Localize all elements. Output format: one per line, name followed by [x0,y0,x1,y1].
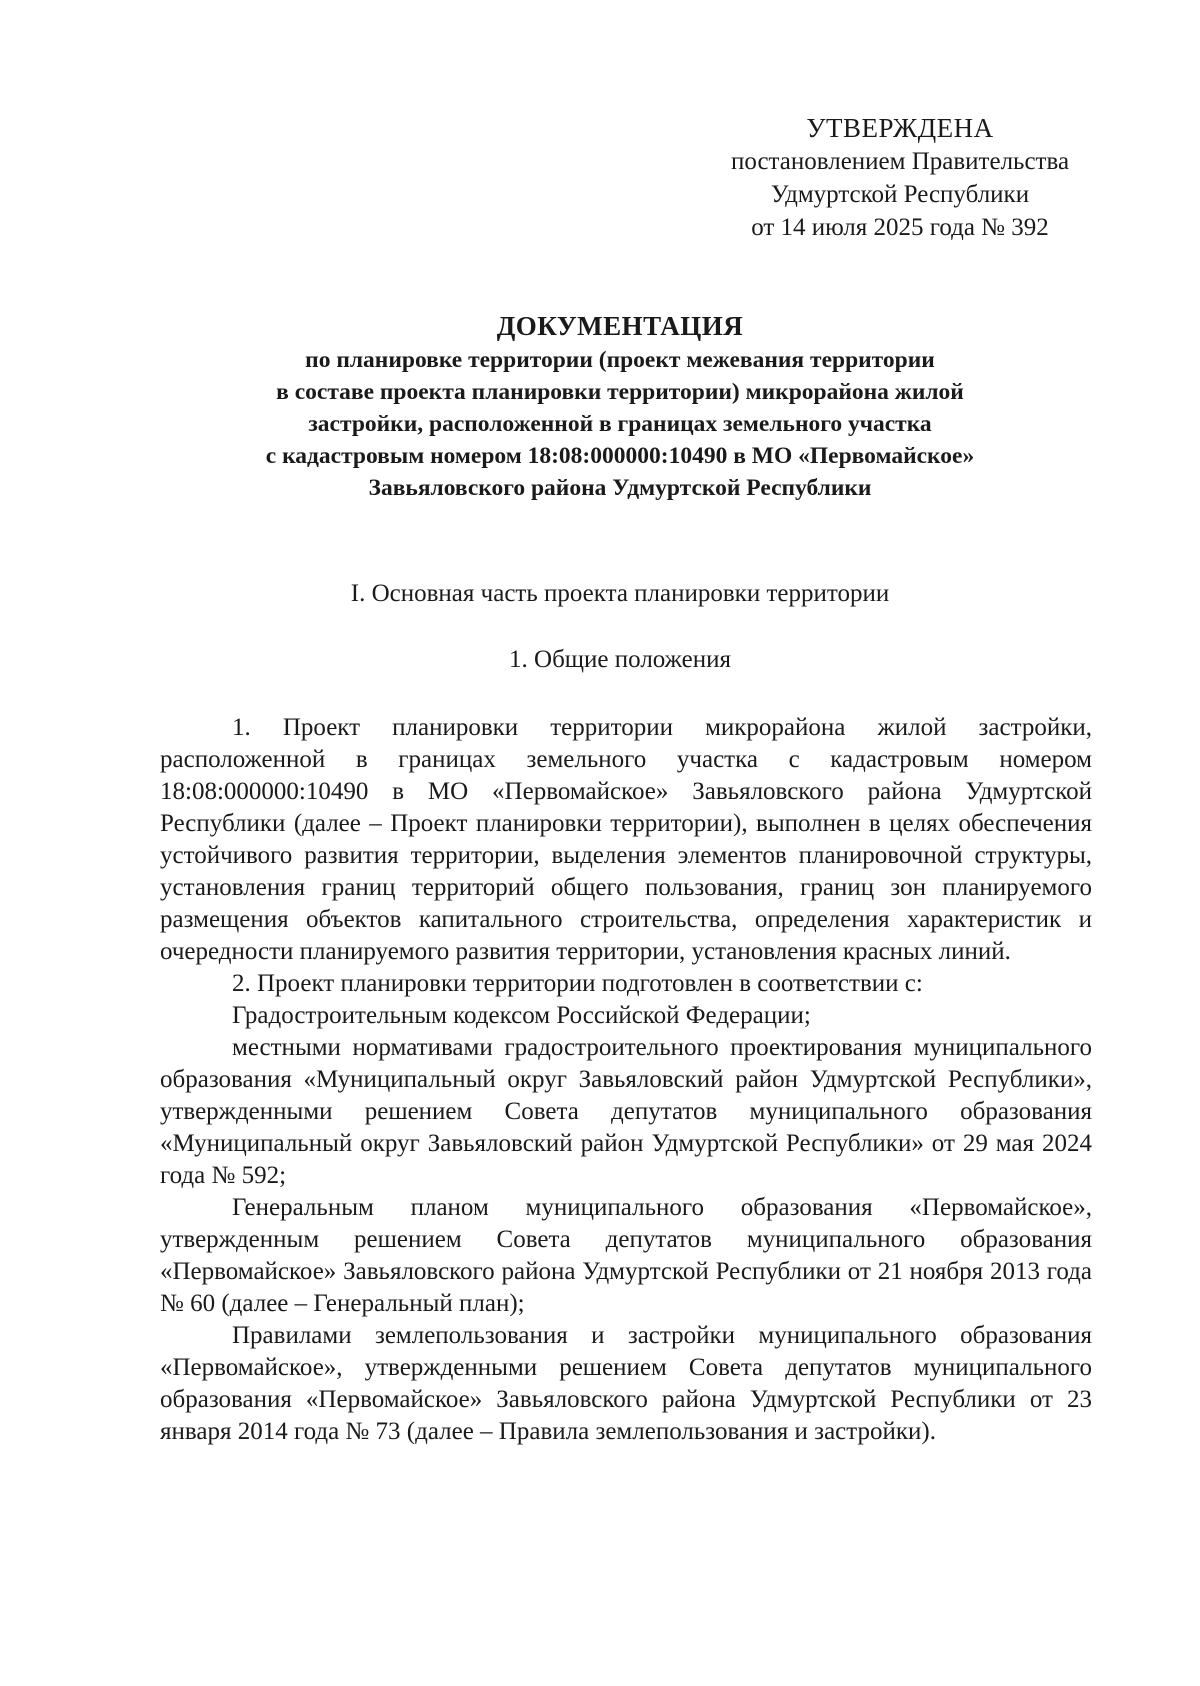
title-line-3: застройки, расположенной в границах земельного участка [308,411,932,437]
title-main: ДОКУМЕНТАЦИЯ [496,311,744,341]
document-title [140,308,1100,504]
approval-block [680,112,1120,244]
approval-stamp: УТВЕРЖДЕНА [806,113,994,143]
paragraph-6: Правилами землепользования и застройки муниципального образования «Первомайское», утвержденными решением Совета депутатов муниципального образования «Первомайское» Завьяловского района Удмуртской Республики от 23 января 2014 года № 73 (далее – Правила землепользования и застройки). [160,1322,1092,1445]
approval-line-3: от 14 июля 2025 года № 392 [751,214,1049,241]
paragraph-5: Генеральным планом муниципального образования «Первомайское», утвержденным решением Совета депутатов муниципального образования «Первомайское» Завьяловского района Удмуртской Республики от 21 ноября 2013 года № 60 (далее – Генеральный план); [160,1194,1092,1317]
title-line-2: в составе проекта планировки территории) микрорайона жилой [276,379,964,405]
title-line-5: Завьяловского района Удмуртской Республики [368,475,872,501]
paragraph-1: 1. Проект планировки территории микрорайона жилой застройки, расположенной в границах земельного участка с кадастровым номером 18:08:000000:10490 в МО «Первомайское» Завьяловского района Удмуртской Республики (далее – Проект планировки территории), выполнен в целях обеспечения устойчивого развития территории, выделения элементов планировочной структуры, установления границ территорий общего пользования, границ зон планируемого размещения объектов капитального строительства, определения характеристик и очередности планируемого развития территории, установления красных линий. [160,714,1092,965]
paragraph-2: 2. Проект планировки территории подготовлен в соответствии с: [232,970,923,997]
approval-line-2: Удмуртской Республики [770,181,1030,208]
subsection-heading: 1. Общие положения [509,646,731,673]
title-line-4: с кадастровым номером 18:08:000000:10490 в МО «Первомайское» [265,443,975,469]
approval-line-1: постановлением Правительства [730,148,1070,175]
section-heading: I. Основная часть проекта планировки территории [350,580,890,607]
title-line-1: по планировке территории (проект межевания территории [305,347,935,373]
paragraph-3: Градостроительным кодексом Российской Федерации; [232,1002,811,1029]
paragraph-4: местными нормативами градостроительного проектирования муниципального образования «Муниципальный округ Завьяловский район Удмуртской Республики», утвержденными решением Совета депутатов муниципального образования «Муниципальный округ Завьяловский район Удмуртской Республики» от 29 мая 2024 года № 592; [160,1034,1092,1189]
body-text [160,712,1092,1448]
